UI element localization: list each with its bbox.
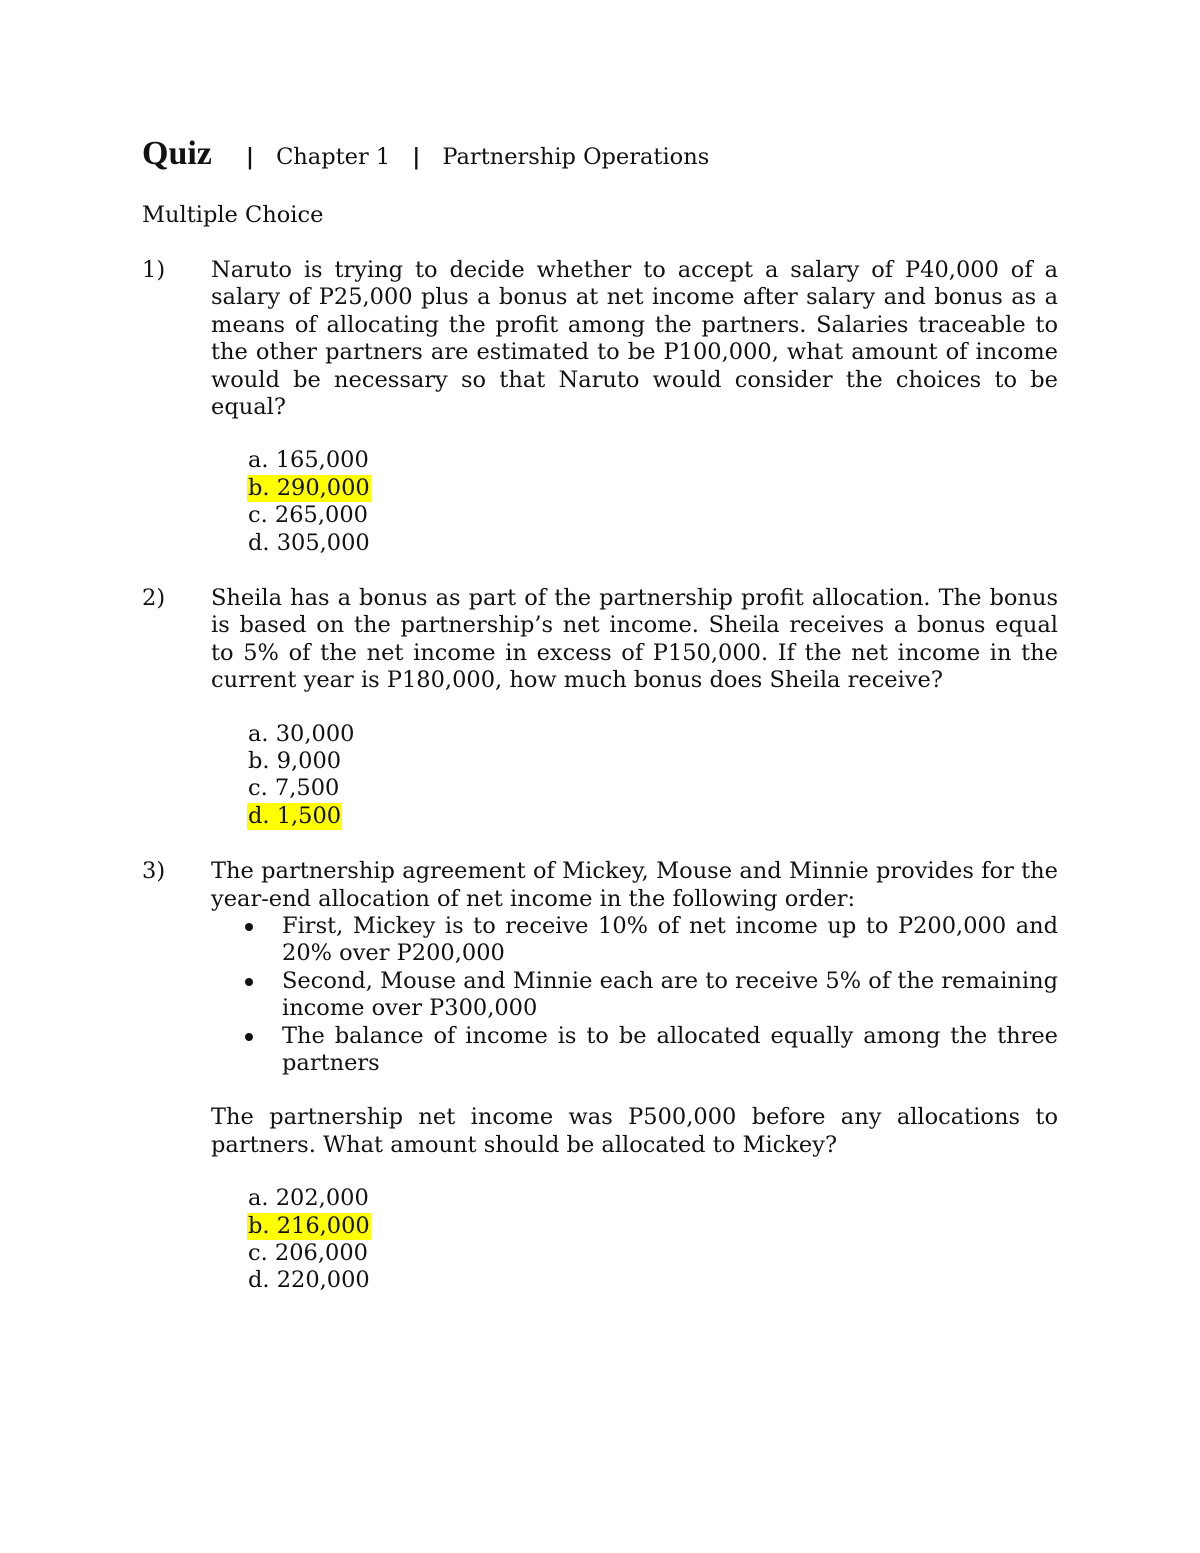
- document-page: [142, 135, 1058, 1295]
- choice-item[interactable]: [247, 530, 1058, 557]
- choice-label: c. 265,000: [248, 502, 368, 529]
- title-separator: |: [245, 144, 255, 170]
- choice-label-highlighted: d. 1,500: [248, 802, 342, 829]
- choice-label: a. 165,000: [248, 447, 369, 474]
- choice-item[interactable]: [247, 803, 1058, 830]
- choice-list: [247, 721, 1058, 831]
- page-title: [142, 135, 1058, 184]
- bullet-text: The balance of income is to be allocated equally among the three partners: [282, 1022, 1058, 1077]
- question-text: The partnership agreement of Mickey, Mouse and Minnie provides for the year-end allocation of net income in the following order:: [211, 858, 1058, 912]
- choice-item[interactable]: [247, 721, 1058, 748]
- choice-list: [247, 447, 1058, 557]
- bullet-text: First, Mickey is to receive 10% of net income up to P200,000 and 20% over P200,000: [282, 913, 1058, 967]
- question-text: Sheila has a bonus as part of the partnership profit allocation. The bonus is based on the partnership’s net income. Sheila receives a bonus equal to 5% of the net income in excess of P150,000. If the net income in the current year is P180,000, how much bonus does Sheila receive?: [211, 585, 1058, 694]
- choice-label: a. 30,000: [248, 720, 355, 747]
- choice-item[interactable]: [247, 475, 1058, 502]
- bullet-text: Second, Mouse and Minnie each are to receive 5% of the remaining income over P300,000: [282, 967, 1058, 1022]
- choice-label: d. 305,000: [248, 529, 370, 556]
- bullet-icon: [211, 968, 282, 1023]
- question-number: 3): [142, 858, 166, 885]
- choice-label: c. 206,000: [248, 1240, 368, 1267]
- choice-item[interactable]: [247, 1185, 1058, 1212]
- choice-item[interactable]: [247, 1267, 1058, 1294]
- bullet-list: [211, 913, 1058, 1077]
- chapter-label: Chapter 1: [276, 144, 391, 170]
- title-separator: |: [412, 144, 421, 170]
- choice-item[interactable]: [247, 775, 1058, 802]
- choice-item[interactable]: [247, 447, 1058, 474]
- question-2: [142, 585, 1058, 830]
- bullet-item: [211, 1023, 1058, 1078]
- choice-list: [247, 1185, 1058, 1295]
- question-3: [142, 858, 1058, 1295]
- question-body: [211, 257, 1058, 557]
- question-body: [211, 585, 1058, 830]
- bullet-item: [211, 913, 1058, 968]
- choice-label: c. 7,500: [248, 775, 340, 802]
- choice-item[interactable]: [247, 1213, 1058, 1240]
- topic-label: Partnership Operations: [442, 144, 710, 170]
- section-heading: Multiple Choice: [142, 202, 324, 228]
- question-1: [142, 257, 1058, 557]
- choice-label-highlighted: b. 216,000: [248, 1212, 370, 1239]
- choice-label: b. 9,000: [248, 748, 342, 775]
- bullet-icon: [211, 1023, 282, 1078]
- question-number: 2): [142, 585, 166, 611]
- choice-label: d. 220,000: [248, 1267, 370, 1294]
- choice-label-highlighted: b. 290,000: [248, 474, 370, 501]
- quiz-heading: Quiz: [142, 135, 212, 172]
- question-body: [211, 858, 1058, 1295]
- question-text: Naruto is trying to decide whether to accept a salary of P40,000 of a salary of P25,000 plus a bonus at net income after salary and bonus as a means of allocating the profit among the partners. Salaries traceable to the other partners are estimated to be P100,000, what amount of income would be necessary so that Naruto would consider the choices to be equal?: [211, 257, 1058, 421]
- question-followup-text: The partnership net income was P500,000 before any allocations to partners. What amount should be allocated to Mickey?: [211, 1104, 1058, 1158]
- choice-label: a. 202,000: [248, 1185, 369, 1212]
- question-number: 1): [142, 257, 166, 283]
- choice-item[interactable]: [247, 1240, 1058, 1267]
- choice-item[interactable]: [247, 502, 1058, 529]
- choice-item[interactable]: [247, 748, 1058, 775]
- bullet-item: [211, 968, 1058, 1023]
- bullet-icon: [211, 913, 282, 968]
